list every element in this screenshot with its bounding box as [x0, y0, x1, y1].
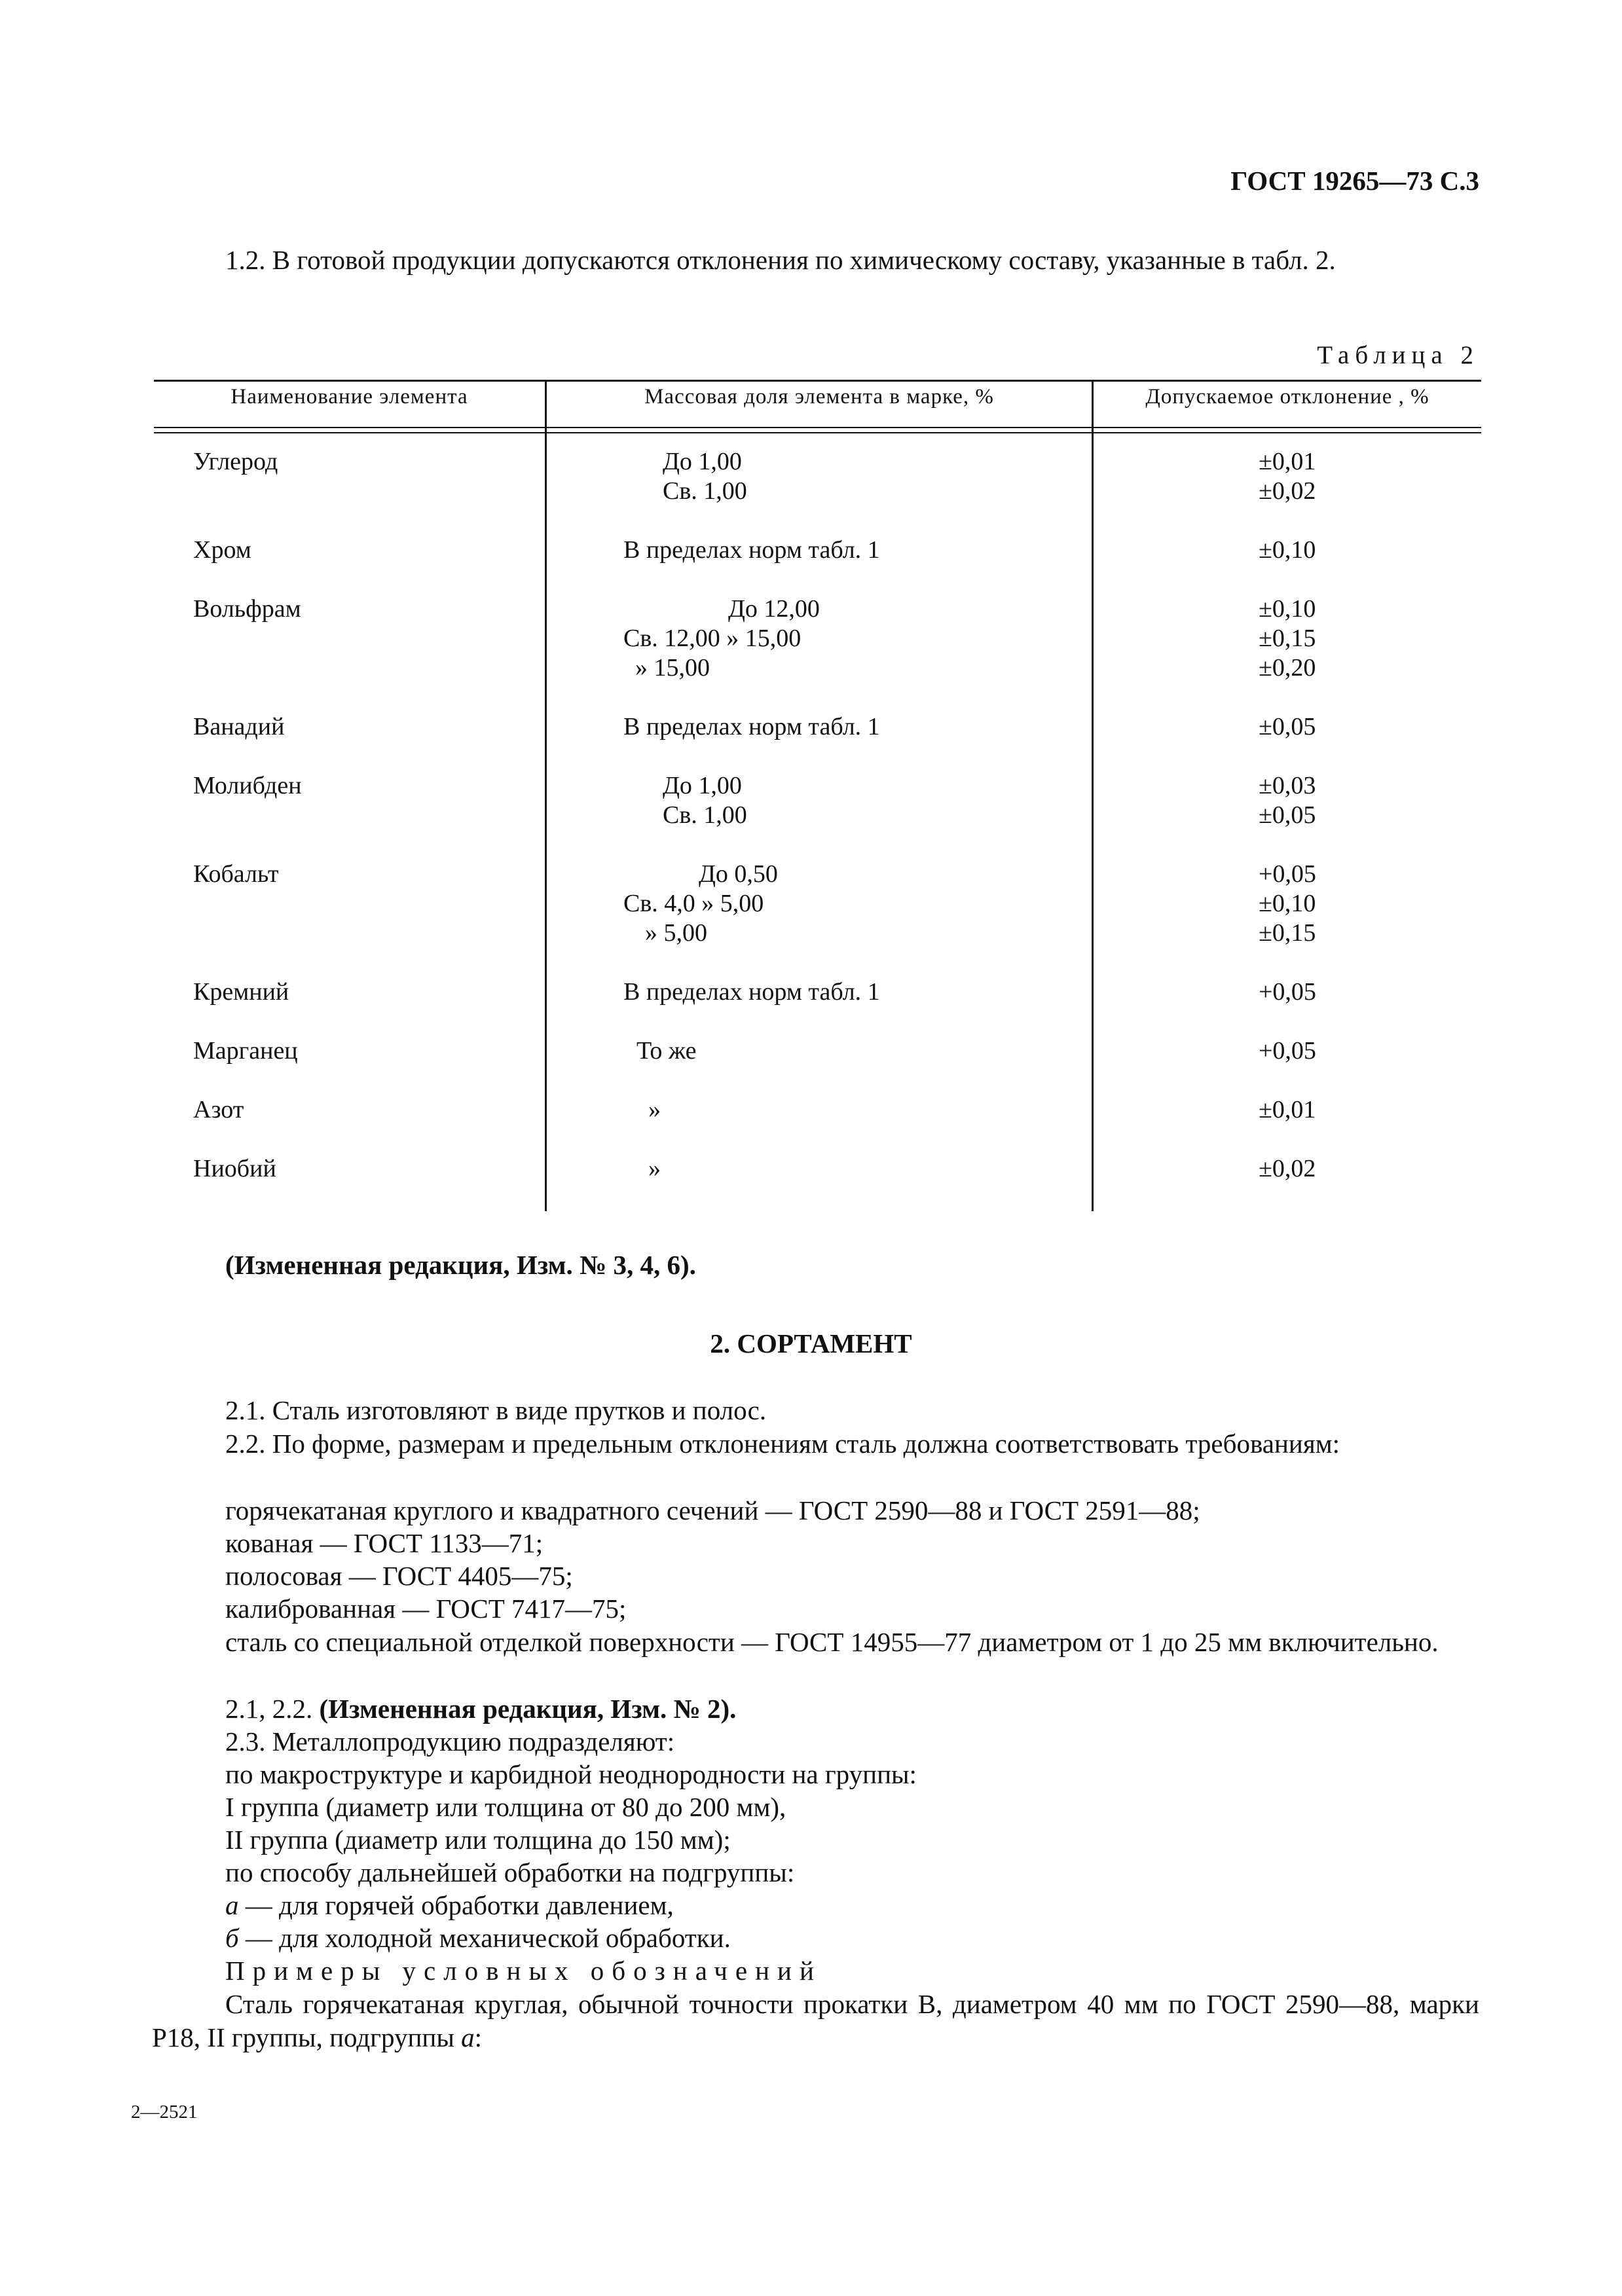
table-cell-fraction: До 12,00 [728, 595, 820, 623]
table-cell-tolerance: ±0,15 [1259, 625, 1316, 652]
table-cell-fraction: До 1,00 [663, 448, 742, 475]
table-cell-fraction: В пределах норм табл. 1 [623, 713, 880, 740]
examples-heading: Примеры условных обозначений [225, 1956, 822, 1986]
subgroup-a-letter: а [225, 1890, 239, 1920]
table-top-rule [154, 380, 1481, 382]
table-row-name: Вольфрам [193, 595, 301, 623]
table-row-name: Молибден [193, 772, 302, 799]
group-1: I группа (диаметр или толщина от 80 до 200 мм), [225, 1792, 786, 1822]
list-item: калиброванная — ГОСТ 7417—75; [225, 1594, 627, 1624]
list-item: сталь со специальной отделкой поверхности — ГОСТ 14955—77 диаметром от 1 до 25 мм включительно. [225, 1627, 1439, 1657]
table-cell-tolerance: +0,05 [1259, 978, 1316, 1006]
example-paragraph [152, 1988, 1479, 2055]
subgroup-b-text: — для холодной механической обработки. [238, 1923, 731, 1953]
table-cell-fraction: » [648, 1155, 661, 1182]
col-header-element: Наименование элемента [230, 385, 468, 409]
table-cell-tolerance: ±0,03 [1259, 772, 1316, 799]
table-row-name: Ниобий [193, 1155, 276, 1182]
page-footer-code: 2—2521 [131, 2102, 198, 2123]
intro-paragraph: 1.2. В готовой продукции допускаются отклонения по химическому составу, указанные в табл. 2. [225, 245, 1336, 275]
table-cell-fraction: Св. 1,00 [663, 477, 747, 505]
paragraph-2-1: 2.1. Сталь изготовляют в виде прутков и полос. [225, 1395, 767, 1425]
example-letter: а [461, 2022, 475, 2053]
table-cell-tolerance: ±0,01 [1259, 448, 1316, 475]
subgroup-b-letter: б [225, 1923, 239, 1953]
table-row-name: Азот [193, 1096, 244, 1123]
paragraph-2-2: 2.2. По форме, размерам и предельным отклонениям сталь должна соответствовать требованиям: [225, 1429, 1340, 1459]
section-title: 2. СОРТАМЕНТ [710, 1328, 912, 1358]
list-item: полосовая — ГОСТ 4405—75; [225, 1561, 573, 1591]
table-cell-fraction: В пределах норм табл. 1 [623, 536, 880, 564]
table-cell-fraction: До 0,50 [699, 860, 778, 888]
document-header: ГОСТ 19265—73 С.3 [1230, 166, 1479, 196]
table-cell-tolerance: ±0,10 [1259, 890, 1316, 917]
table-cell-tolerance: +0,05 [1259, 860, 1316, 888]
table-cell-tolerance: +0,05 [1259, 1037, 1316, 1065]
subgroup-a [225, 1889, 674, 1921]
table-cell-fraction: Св. 12,00 » 15,00 [623, 625, 802, 652]
table-cell-tolerance: ±0,15 [1259, 919, 1316, 947]
table-cell-tolerance: ±0,10 [1259, 536, 1316, 564]
table-row-name: Марганец [193, 1037, 298, 1065]
table-cell-fraction: До 1,00 [663, 772, 742, 799]
example-end: : [474, 2022, 483, 2053]
table-cell-tolerance: ±0,02 [1259, 477, 1316, 505]
amendment-note: (Измененная редакция, Изм. № 2). [319, 1694, 737, 1724]
table-cell-fraction: То же [636, 1037, 697, 1065]
table-row-name: Кобальт [193, 860, 279, 888]
list-item: кованая — ГОСТ 1133—71; [225, 1528, 544, 1558]
table-cell-tolerance: ±0,05 [1259, 713, 1316, 740]
table-cell-fraction: Св. 4,0 » 5,00 [623, 890, 764, 917]
col-header-tolerance: Допускаемое отклонение , % [1145, 385, 1429, 409]
col-header-fraction: Массовая доля элемента в марке, % [644, 385, 994, 409]
table-col-divider-2 [1092, 380, 1094, 1211]
groups-intro: по макроструктуре и карбидной неоднородности на группы: [225, 1759, 917, 1789]
group-2: II группа (диаметр или толщина до 150 мм); [225, 1825, 731, 1855]
table-cell-tolerance: ±0,01 [1259, 1096, 1316, 1123]
table-row-name: Ванадий [193, 713, 285, 740]
table-cell-fraction: Св. 1,00 [663, 801, 747, 829]
subgroup-a-text: — для горячей обработки давлением, [238, 1890, 674, 1920]
table-row-name: Углерод [193, 448, 278, 475]
paragraph-2-1-2-2 [225, 1693, 736, 1724]
amendment-note: (Измененная редакция, Изм. № 3, 4, 6). [225, 1250, 696, 1280]
subgroup-b [225, 1922, 731, 1954]
table-cell-fraction: » 15,00 [635, 654, 710, 682]
table-label: Таблица 2 [1317, 341, 1479, 369]
table-cell-tolerance: ±0,05 [1259, 801, 1316, 829]
example-text: Сталь горячекатаная круглая, обычной точности прокатки В, диаметром 40 мм по ГОСТ 2590—88, марки Р18, II группы, подгруппы [152, 1989, 1479, 2053]
table-col-divider-1 [545, 380, 547, 1211]
subgroups-intro: по способу дальнейшей обработки на подгруппы: [225, 1857, 795, 1887]
table-cell-tolerance: ±0,02 [1259, 1155, 1316, 1182]
table-header-rule [154, 427, 1481, 428]
table-cell-fraction: » 5,00 [645, 919, 707, 947]
table-cell-tolerance: ±0,10 [1259, 595, 1316, 623]
table-row-name: Кремний [193, 978, 289, 1006]
table-cell-tolerance: ±0,20 [1259, 654, 1316, 682]
table-cell-fraction: » [648, 1096, 661, 1123]
table-cell-fraction: В пределах норм табл. 1 [623, 978, 880, 1006]
amendment-ref: 2.1, 2.2. [225, 1694, 313, 1724]
paragraph-2-3: 2.3. Металлопродукцию подразделяют: [225, 1726, 675, 1757]
table-row-name: Хром [193, 536, 251, 564]
table-header-rule-2 [154, 432, 1481, 433]
list-item: горячекатаная круглого и квадратного сечений — ГОСТ 2590—88 и ГОСТ 2591—88; [225, 1495, 1200, 1525]
